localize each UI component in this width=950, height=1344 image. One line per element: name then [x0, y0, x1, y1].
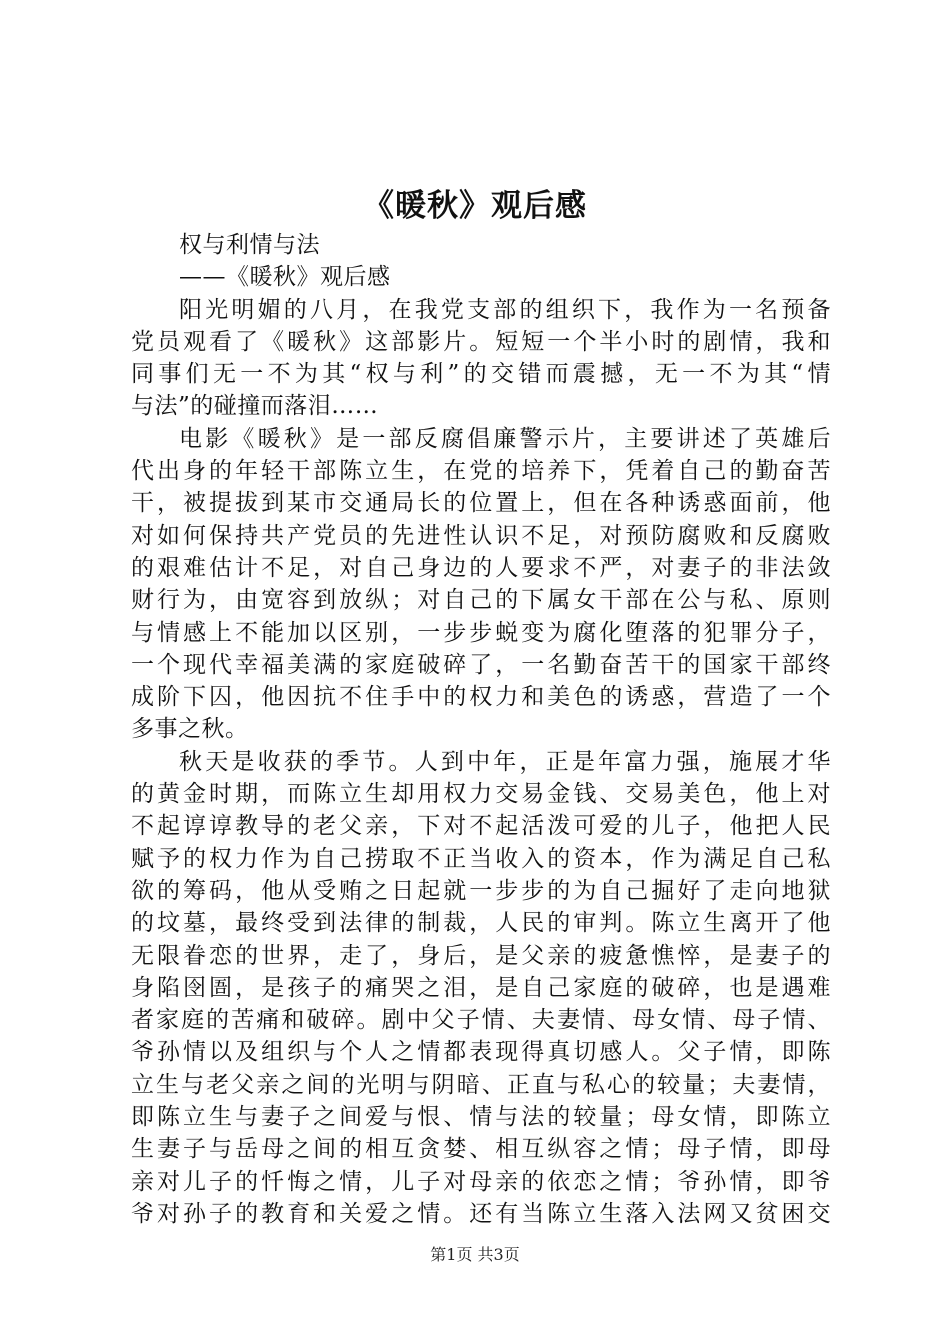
- text-line: 无限眷恋的世界，走了，身后，是父亲的疲惫憔悴，是妻子的: [131, 942, 831, 969]
- text-line: 干，被提拔到某市交通局长的位置上，但在各种诱惑面前，他: [131, 490, 831, 517]
- text-line: 的艰难估计不足，对自己身边的人要求不严，对妻子的非法敛: [131, 554, 831, 581]
- text-line: 与法”的碰撞而落泪……: [131, 393, 379, 420]
- document-body: [131, 229, 831, 1230]
- text-line: 的坟墓，最终受到法律的制裁，人民的审判。陈立生离开了他: [131, 910, 831, 937]
- text-line: 不起谆谆教导的老父亲，下对不起活泼可爱的儿子，他把人民: [131, 813, 831, 840]
- text-line: 身陷囹圄，是孩子的痛哭之泪，是自己家庭的破碎，也是遇难: [131, 974, 831, 1001]
- text-line: 秋天是收获的季节。人到中年，正是年富力强，施展才华: [179, 748, 831, 775]
- text-line: 权与利情与法: [179, 232, 320, 258]
- text-line: 代出身的年轻干部陈立生，在党的培养下，凭着自己的勤奋苦: [131, 458, 831, 485]
- text-line: 爷孙情以及组织与个人之情都表现得真切感人。父子情，即陈: [131, 1039, 831, 1066]
- text-line: 电影《暖秋》是一部反腐倡廉警示片，主要讲述了英雄后: [179, 425, 831, 452]
- text-line: 同事们无一不为其“权与利”的交错而震撼，无一不为其“情: [131, 361, 831, 388]
- text-line: 与情感上不能加以区别，一步步蜕变为腐化堕落的犯罪分子，: [131, 619, 831, 646]
- text-line: 财行为，由宽容到放纵；对自己的下属女干部在公与私、原则: [131, 587, 831, 614]
- text-line: 一个现代幸福美满的家庭破碎了，一名勤奋苦干的国家干部终: [131, 651, 831, 678]
- text-line: 者家庭的苦痛和破碎。剧中父子情、夫妻情、母女情、母子情、: [131, 1007, 831, 1034]
- text-line: 立生与老父亲之间的光明与阴暗、正直与私心的较量；夫妻情，: [131, 1071, 831, 1098]
- text-line: 成阶下囚，他因抗不住手中的权力和美色的诱惑，营造了一个: [131, 684, 831, 711]
- page-indicator: 第1页 共3页: [430, 1245, 520, 1264]
- text-line: 爷对孙子的教育和关爱之情。还有当陈立生落入法网又贫困交: [131, 1200, 831, 1227]
- text-line: ——《暖秋》观后感: [179, 264, 391, 291]
- text-line: 多事之秋。: [131, 716, 249, 743]
- text-line: 生妻子与岳母之间的相互贪婪、相互纵容之情；母子情，即母: [131, 1136, 831, 1163]
- text-line: 的黄金时期，而陈立生却用权力交易金钱、交易美色，他上对: [131, 781, 831, 808]
- text-line: 亲对儿子的忏悔之情，儿子对母亲的依恋之情；爷孙情，即爷: [131, 1168, 831, 1195]
- text-line: 即陈立生与妻子之间爱与恨、情与法的较量；母女情，即陈立: [131, 1104, 831, 1131]
- text-line: 赋予的权力作为自己捞取不正当收入的资本，作为满足自己私: [131, 845, 831, 872]
- document-title: 《暖秋》观后感: [363, 188, 587, 224]
- text-line: 阳光明媚的八月，在我党支部的组织下，我作为一名预备: [179, 296, 831, 323]
- text-line: 对如何保持共产党员的先进性认识不足，对预防腐败和反腐败: [131, 522, 831, 549]
- text-line: 欲的筹码，他从受贿之日起就一步步的为自己掘好了走向地狱: [131, 877, 831, 904]
- text-line: 党员观看了《暖秋》这部影片。短短一个半小时的剧情，我和: [131, 328, 831, 355]
